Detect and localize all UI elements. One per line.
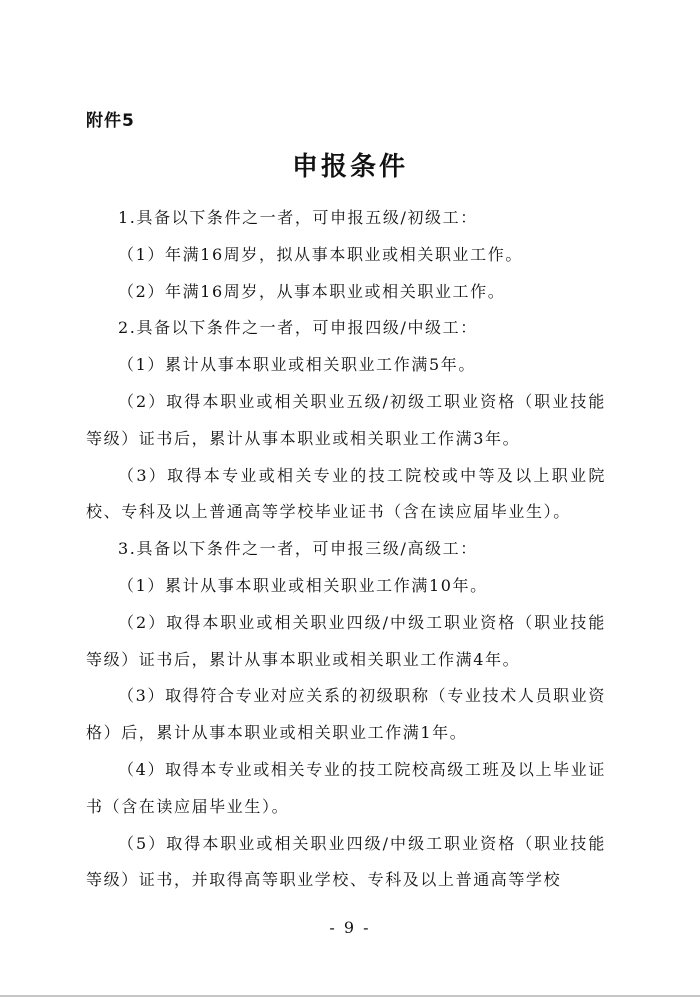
paragraph: （2）取得本职业或相关职业五级/初级工职业资格（职业技能等级）证书后，累计从事本职业或相关职业工作满3年。 — [86, 391, 606, 448]
paragraph: （5）取得本职业或相关职业四级/中级工职业资格（职业技能等级）证书，并取得高等职业学校、专科及以上普通高等学校 — [86, 833, 606, 890]
paragraph: 1.具备以下条件之一者，可申报五级/初级工： — [118, 208, 478, 227]
paragraph: 2.具备以下条件之一者，可申报四级/中级工： — [118, 318, 478, 338]
paragraph: （2）取得本职业或相关职业四级/中级工职业资格（职业技能等级）证书后，累计从事本职业或相关职业工作满4年。 — [86, 612, 606, 669]
paragraph: （3）取得本专业或相关专业的技工院校或中等及以上职业院校、专科及以上普通高等学校毕业证书（含在读应届毕业生）。 — [86, 465, 606, 522]
page-number: - 9 - — [329, 918, 371, 937]
paragraph: （3）取得符合专业对应关系的初级职称（专业技术人员职业资格）后，累计从事本职业或相关职业工作满1年。 — [86, 686, 606, 743]
paragraph: （1）年满16周岁，拟从事本职业或相关职业工作。 — [118, 244, 523, 264]
paragraph: （4）取得本专业或相关专业的技工院校高级工班及以上毕业证书（含在读应届毕业生）。 — [86, 759, 606, 816]
page-title: 申报条件 — [291, 152, 408, 182]
attachment-label: 附件5 — [86, 111, 135, 131]
paragraph: 3.具备以下条件之一者，可申报三级/高级工： — [118, 539, 478, 559]
bottom-divider — [0, 995, 700, 997]
document-body — [86, 200, 606, 899]
paragraph: （1）累计从事本职业或相关职业工作满10年。 — [118, 575, 488, 595]
paragraph: （2）年满16周岁，从事本职业或相关职业工作。 — [118, 281, 506, 301]
paragraph: （1）累计从事本职业或相关职业工作满5年。 — [118, 355, 476, 375]
